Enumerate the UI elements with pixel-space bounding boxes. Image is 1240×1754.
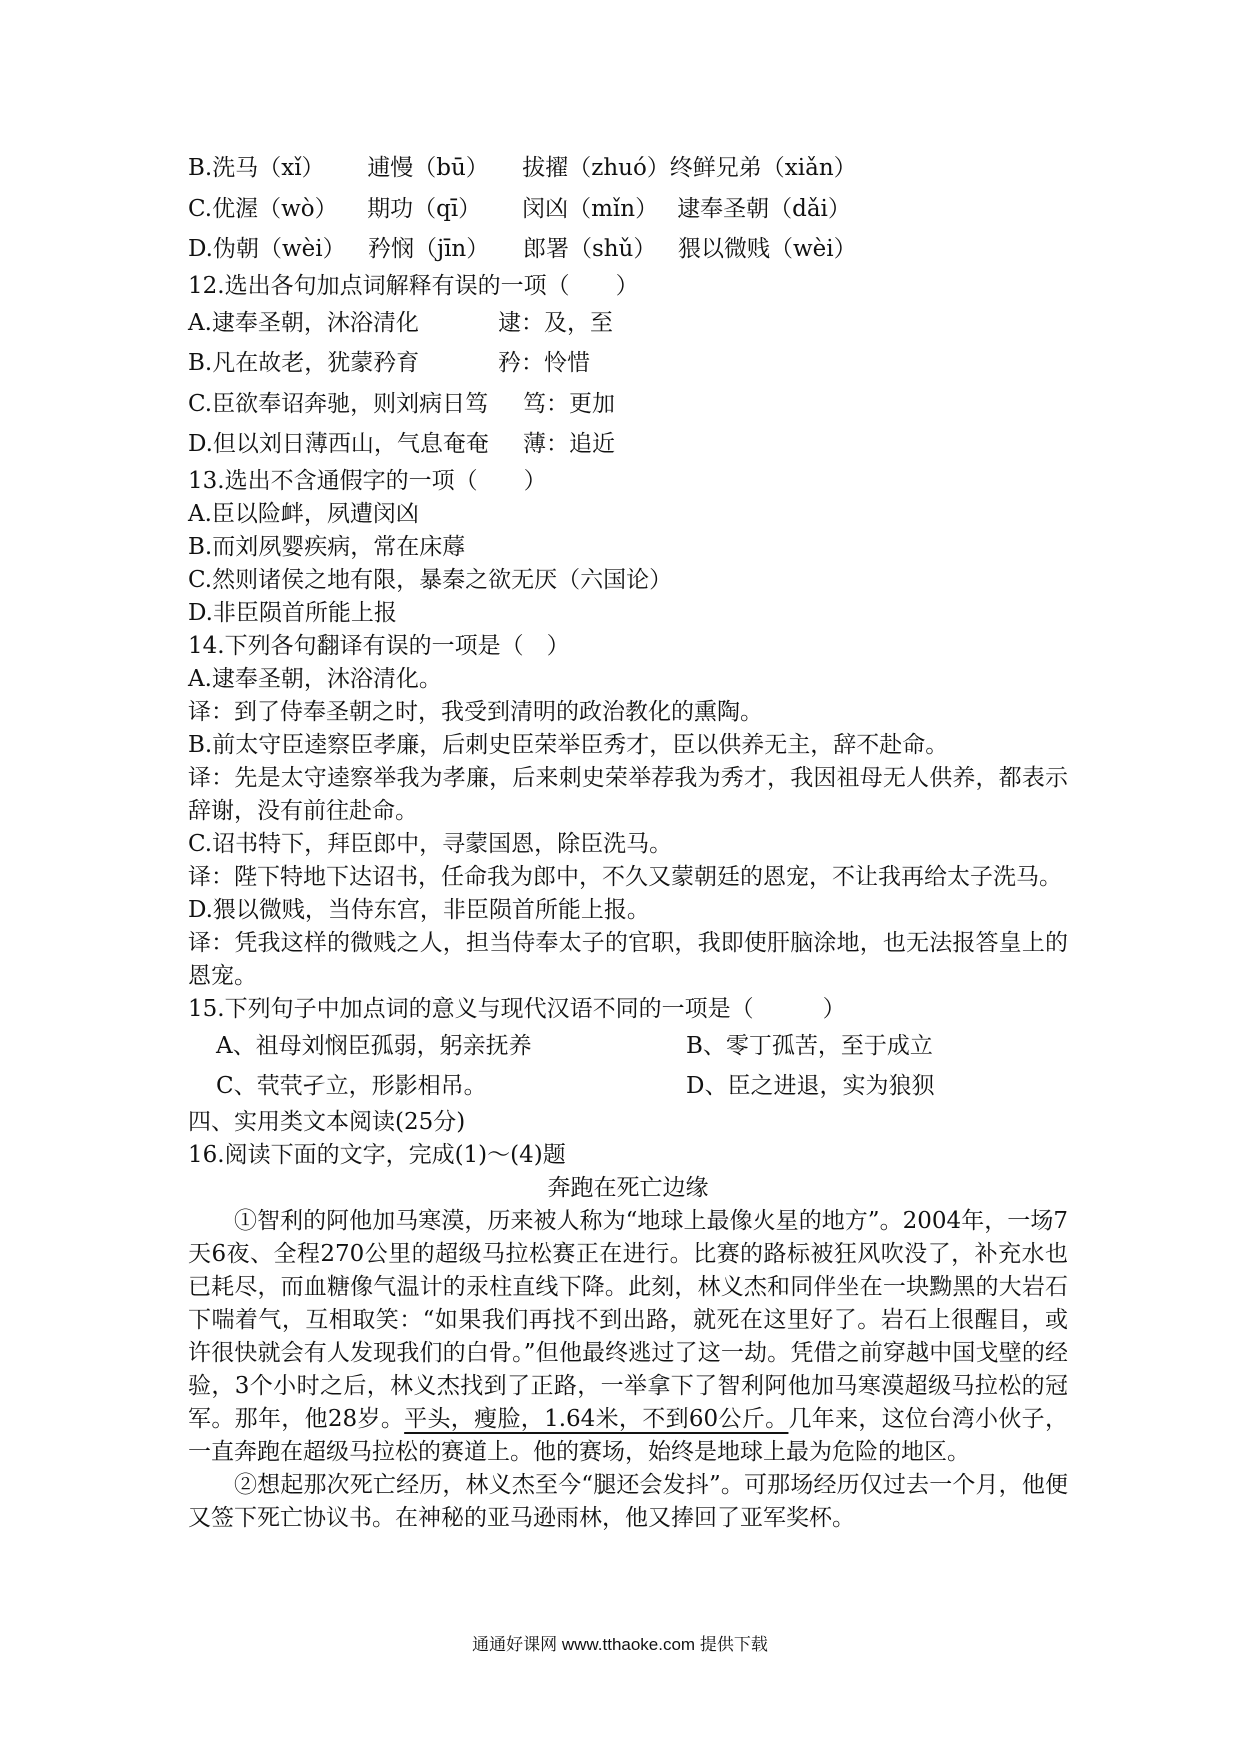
option-item: 逋慢（bū） (367, 155, 489, 181)
q15-option-a: A、祖母刘悯臣孤弱，躬亲抚养 (216, 1032, 532, 1059)
option-label: B. (188, 155, 213, 181)
q13-option: B.而刘夙婴疾病，常在床蓐 (188, 533, 466, 560)
q11-option-b (188, 148, 1068, 189)
underlined-text: 平头，瘦脸，1.64米，不到60公斤。 (404, 1405, 789, 1432)
option-text: C.臣欲奉诏奔驰，则刘病日笃 (188, 390, 489, 417)
option-gloss: 逮：及，至 (498, 309, 613, 336)
option-gloss: 薄：追近 (523, 431, 615, 457)
q12-stem: 12.选出各句加点词解释有误的一项（ ） (188, 272, 639, 299)
option-item: 拔擢（zhuó）终鲜兄弟（xiǎn） (522, 155, 857, 181)
document-page (188, 148, 1068, 1535)
option-item: 猥以微贱（wèi） (677, 236, 857, 262)
option-item: 伪朝（wèi） (212, 236, 346, 262)
q15-row (188, 1066, 1068, 1106)
option-text: B.凡在故老，犹蒙矜育 (188, 350, 420, 376)
article-paragraph-1 (188, 1205, 1068, 1469)
option-item: 郎署（shǔ） (522, 236, 657, 262)
article-paragraph-2: ②想起那次死亡经历，林义杰至今“腿还会发抖”。可那场经历仅过去一个月，他便又签下死亡协议书。在神秘的亚马逊雨林，他又捧回了亚军奖杯。 (188, 1471, 1068, 1531)
option-text: D.但以刘日薄西山，气息奄奄 (188, 431, 489, 457)
q15-option-c: C、茕茕孑立，形影相吊。 (216, 1072, 487, 1099)
q12-option (188, 343, 1068, 384)
q13-option: C.然则诸侯之地有限，暴秦之欲无厌（六国论） (188, 566, 673, 593)
q15-option-b: B、零丁孤苦，至于成立 (686, 1032, 933, 1059)
option-item: 优渥（wò） (212, 195, 338, 222)
q15-row (188, 1026, 1068, 1066)
q14-option-c: C.诏书特下，拜臣郎中，寻蒙国恩，除臣洗马。 (188, 830, 673, 857)
option-item: 洗马（xǐ） (212, 155, 325, 181)
option-item: 逮奉圣朝（dǎi） (677, 195, 851, 222)
footer-credit: 通通好课网 www.tthaoke.com 提供下载 (472, 1635, 768, 1654)
q14-translation-c: 译：陛下特地下达诏书，任命我为郎中，不久又蒙朝廷的恩宠，不让我再给太子洗马。 (188, 863, 1062, 890)
q14-option-a: A.逮奉圣朝，沐浴清化。 (188, 665, 442, 692)
q12-option (188, 384, 1068, 425)
option-gloss: 笃：更加 (523, 390, 615, 417)
q12-option (188, 303, 1068, 344)
q14-option-d: D.猥以微贱，当侍东宫，非臣陨首所能上报。 (188, 896, 650, 923)
option-gloss: 矜：怜惜 (498, 350, 590, 376)
q14-option-b: B.前太守臣逵察臣孝廉，后刺史臣荣举臣秀才，臣以供养无主，辞不赴命。 (188, 731, 949, 758)
paragraph-text: 几年来，这位台湾小伙子，一直奔跑在超级马拉松的赛道上。他的赛场，始终是地球上最为危险的地区。 (188, 1405, 1068, 1465)
option-item: 期功（qī） (367, 195, 482, 222)
option-label: D. (188, 236, 213, 262)
q12-option (188, 424, 1068, 465)
article-title: 奔跑在死亡边缘 (547, 1174, 709, 1201)
q14-stem: 14.下列各句翻译有误的一项是（ ） (188, 632, 570, 659)
q14-translation-d: 译：凭我这样的微贱之人，担当侍奉太子的官职，我即使肝脑涂地，也无法报答皇上的恩宠。 (188, 929, 1068, 989)
paragraph-text: ①智利的阿他加马寒漠，历来被人称为“地球上最像火星的地方”。2004年，一场7天6夜、全程270公里的超级马拉松赛正在进行。比赛的路标被狂风吹没了，补充水也已耗尽，而血糖像气温计的汞柱直线下降。此刻，林义杰和同伴坐在一块黝黑的大岩石下喘着气，互相取笑：“如果我们再找不到出路，就死在这里好了。岩石上很醒目，或许很快就会有人发现我们的白骨。”但他最终逃过了这一劫。凭借之前穿越中国戈壁的经验，3个小时之后，林义杰找到了正路，一举拿下了智利阿他加马寒漠超级马拉松的冠军。那年，他28岁。 (188, 1207, 1068, 1432)
option-item: 矜悯（jīn） (367, 236, 490, 262)
q11-option-c (188, 189, 1068, 230)
q14-translation-a: 译：到了侍奉圣朝之时，我受到清明的政治教化的熏陶。 (188, 698, 763, 725)
section-heading: 四、实用类文本阅读(25分) (188, 1108, 466, 1135)
option-text: A.逮奉圣朝，沐浴清化 (188, 309, 419, 336)
option-item: 闵凶（mǐn） (522, 195, 659, 222)
option-label: C. (188, 195, 213, 222)
q11-option-d (188, 229, 1068, 270)
q13-stem: 13.选出不含通假字的一项（ ） (188, 467, 547, 494)
q13-option: A.臣以险衅，夙遭闵凶 (188, 500, 419, 527)
q14-translation-b: 译：先是太守逵察举我为孝廉，后来刺史荣举荐我为秀才，我因祖母无人供养，都表示辞谢，没有前往赴命。 (188, 764, 1068, 824)
q15-stem: 15.下列句子中加点词的意义与现代汉语不同的一项是（ ） (188, 995, 846, 1022)
q15-option-d: D、臣之进退，实为狼狈 (686, 1072, 935, 1099)
q13-option: D.非臣陨首所能上报 (188, 599, 397, 626)
q16-stem: 16.阅读下面的文字，完成(1)～(4)题 (188, 1141, 566, 1168)
